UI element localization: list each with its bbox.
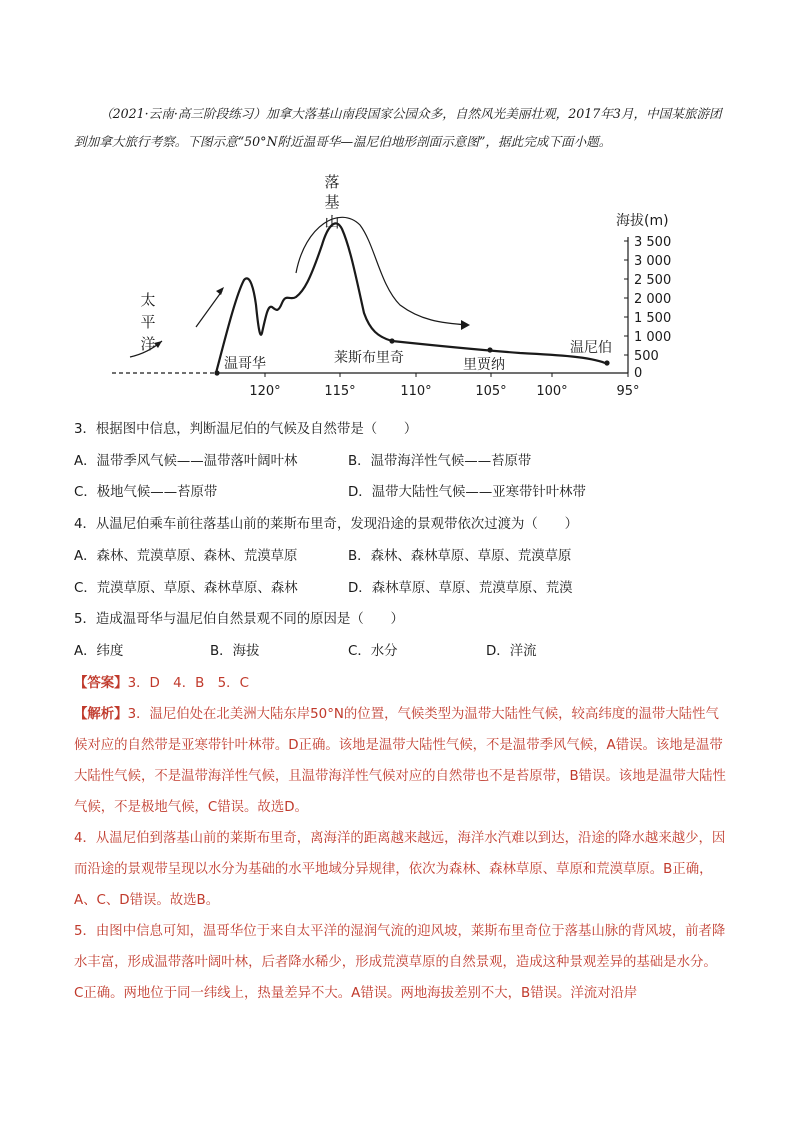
analysis-tag: 【解析】 — [74, 707, 128, 722]
longitude-tick-100: 100° — [536, 384, 568, 399]
q5-option-b[interactable]: B．海拔 — [210, 644, 260, 659]
elevation-tick-2500: 2 500 — [634, 273, 672, 288]
place-label-winnipeg: 温尼伯 — [570, 340, 612, 356]
place-dot-winnipeg — [604, 360, 609, 365]
longitude-axis — [249, 373, 639, 399]
elevation-tick-2000: 2 000 — [634, 292, 672, 307]
longitude-tick-115: 115° — [324, 384, 356, 399]
ocean-label-1: 太 — [140, 291, 156, 309]
q4-option-b[interactable]: B．森林、森林草原、草原、荒漠草原 — [348, 549, 572, 564]
q3-option-a[interactable]: A．温带季风气候——温带落叶阔叶林 — [74, 454, 298, 469]
q5-option-a[interactable]: A．纬度 — [74, 644, 124, 659]
q4-option-a[interactable]: A．森林、荒漠草原、森林、荒漠草原 — [74, 549, 298, 564]
q5-option-d[interactable]: D．洋流 — [486, 644, 537, 659]
q4-option-d[interactable]: D．森林草原、草原、荒漠草原、荒漠 — [348, 581, 573, 596]
question-5-stem: 5．造成温哥华与温尼伯自然景观不同的原因是（ ） — [74, 612, 404, 627]
longitude-tick-95: 95° — [616, 384, 640, 399]
place-dot-vancouver — [214, 370, 219, 375]
windward-arrowhead-icon — [216, 287, 224, 295]
analysis-3 — [74, 699, 726, 823]
terrain-profile-figure — [100, 165, 672, 405]
answer-line — [74, 675, 249, 693]
elevation-tick-1500: 1 500 — [634, 311, 672, 326]
q3-option-d[interactable]: D．温带大陆性气候——亚寒带针叶林带 — [348, 485, 586, 500]
mountain-label-1: 落 — [324, 173, 340, 191]
elevation-tick-500: 500 — [634, 349, 659, 364]
q4-option-c[interactable]: C．荒漠草原、草原、森林草原、森林 — [74, 581, 298, 596]
question-3-stem: 3．根据图中信息，判断温尼伯的气候及自然带是（ ） — [74, 422, 418, 437]
place-label-lethbridge: 莱斯布里奇 — [334, 350, 404, 366]
longitude-tick-110: 110° — [400, 384, 432, 399]
mountain-label-3: 山 — [324, 213, 340, 231]
ocean-label-3: 洋 — [140, 335, 156, 353]
elevation-tick-3500: 3 500 — [634, 235, 672, 250]
elevation-ticks — [624, 235, 671, 381]
place-dot-regina — [487, 347, 492, 352]
place-label-vancouver: 温哥华 — [224, 356, 266, 372]
place-dot-lethbridge — [389, 338, 394, 343]
analysis-4: 4．从温尼伯到落基山前的莱斯布里奇，离海洋的距离越来越远，海洋水汽难以到达，沿途的降水越来越少，因而沿途的景观带呈现以水分为基础的水平地域分异规律，依次为森林、森林草原、草原和荒漠草原。B正确，A、C、D错误。故选B。 — [74, 831, 726, 908]
elevation-tick-1000: 1 000 — [634, 330, 672, 345]
question-intro — [74, 100, 724, 156]
elevation-tick-3000: 3 000 — [634, 254, 672, 269]
elevation-tick-0: 0 — [634, 366, 643, 381]
terrain-profile-line — [216, 223, 605, 373]
question-4-stem: 4．从温尼伯乘车前往落基山前的莱斯布里奇，发现沿途的景观带依次过渡为（ ） — [74, 517, 578, 532]
airflow-arrowhead-icon — [461, 320, 470, 330]
ocean-label-2: 平 — [140, 313, 156, 331]
q3-option-b[interactable]: B．温带海洋性气候——苔原带 — [348, 454, 532, 469]
q3-option-c[interactable]: C．极地气候——苔原带 — [74, 485, 218, 500]
elevation-axis-title: 海拔(m) — [616, 213, 669, 229]
place-label-regina: 里贾纳 — [463, 357, 505, 373]
analysis-5: 5．由图中信息可知，温哥华位于来自太平洋的湿润气流的迎风坡，莱斯布里奇位于落基山脉的背风坡，前者降水丰富，形成温带落叶阔叶林，后者降水稀少，形成荒漠草原的自然景观，造成这种景观差异的基础是水分。C正确。两地位于同一纬线上，热量差异不大。A错误。两地海拔差别不大，B错误。洋流对沿岸 — [74, 924, 726, 1001]
answer-text: 3．D 4．B 5．C — [127, 676, 249, 691]
intro-text: （2021·云南·高三阶段练习）加拿大落基山南段国家公园众多，自然风光美丽壮观，2017年3月，中国某旅游团到加拿大旅行考察。下图示意“50°N附近温哥华—温尼伯地形剖面示意图”，据此完成下面小题。 — [74, 106, 722, 149]
longitude-tick-105: 105° — [475, 384, 507, 399]
answer-tag: 【答案】 — [74, 676, 128, 691]
q5-option-c[interactable]: C．水分 — [348, 644, 398, 659]
analysis-3-text: 3．温尼伯处在北美洲大陆东岸50°N的位置，气候类型为温带大陆性气候，较高纬度的温带大陆性气候对应的自然带是亚寒带针叶林带。D正确。该地是温带大陆性气候，不是温带季风气候，A错误。该地是温带大陆性气候，不是温带海洋性气候，且温带海洋性气候对应的自然带也不是苔原带，B错误。该地是温带大陆性气候，不是极地气候，C错误。故选D。 — [74, 707, 726, 815]
airflow-arrow-icon — [296, 217, 468, 325]
analysis-section — [74, 699, 726, 1009]
mountain-label-2: 基 — [324, 193, 340, 211]
windward-arrow-icon — [196, 291, 222, 327]
longitude-tick-120: 120° — [249, 384, 281, 399]
